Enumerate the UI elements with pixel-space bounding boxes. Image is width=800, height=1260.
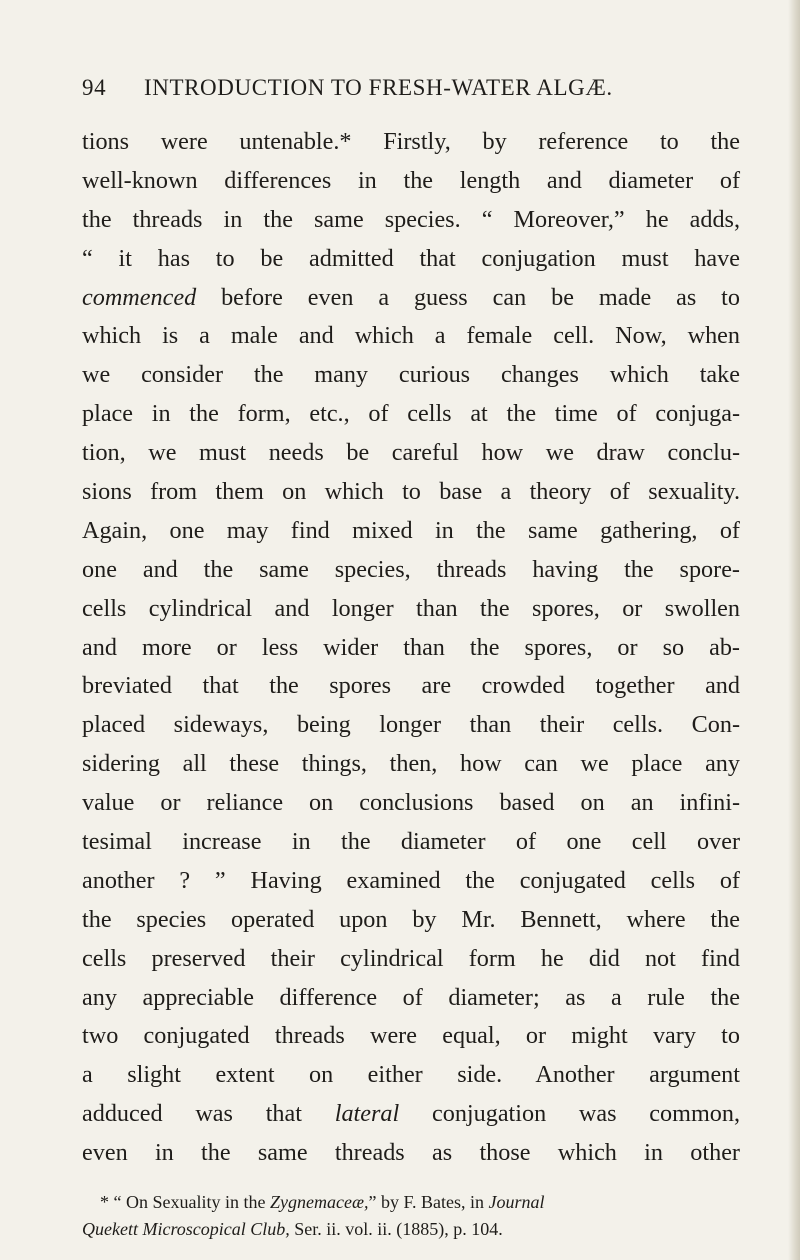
body-line [82,1056,740,1095]
footnote-line [82,1189,740,1216]
body-text: adduced was that [82,1100,335,1128]
page-number: 94 [82,75,107,100]
body-text: value or reliance on conclusions based on an infini- [82,789,740,817]
body-line [82,629,740,668]
body-text: even in the same threads as those which in other [82,1139,740,1167]
body-line [82,240,740,279]
page-edge-shadow [788,0,800,1260]
body-line [82,356,740,395]
body-line [82,123,740,162]
body-line [82,162,740,201]
body-line [82,434,740,473]
body-text: any appreciable difference of diameter; as a rule the [82,983,740,1011]
body-text: tions were untenable.* Firstly, by reference to the [82,128,740,155]
body-line [82,201,740,240]
body-text: lateral [334,1100,400,1128]
body-text: cells preserved their cylindrical form he did not find [82,944,740,972]
body-line [82,473,740,512]
body-line [82,706,740,745]
body-line [82,940,740,979]
body-line [82,1095,740,1134]
body-paragraph [82,123,740,1173]
footnote-text: Ser. ii. vol. ii. (1885), p. 104. [289,1219,503,1240]
body-line [82,512,740,551]
body-text: we consider the many curious changes which take [82,361,740,389]
body-line [82,901,740,940]
body-text: the threads in the same species. “ Moreover,” he adds, [82,205,740,233]
body-text: sidering all these things, then, how can we place any [82,750,740,778]
body-text: place in the form, etc., of cells at the time of conjuga- [82,400,740,428]
body-text: two conjugated threads were equal, or might vary to [82,1022,740,1050]
body-text: breviated that the spores are crowded together and [82,672,740,700]
body-line [82,317,740,356]
body-text: cells cylindrical and longer than the spores, or swollen [82,594,740,622]
body-line [82,979,740,1018]
footnote-text: Journal [488,1192,545,1213]
body-line [82,279,740,318]
body-text: another ? ” Having examined the conjugated cells of [82,866,740,894]
body-line [82,745,740,784]
body-line [82,862,740,901]
body-text: well-known differences in the length and diameter of [82,166,740,194]
body-line [82,590,740,629]
body-text: one and the same species, threads having the spore- [82,555,740,583]
body-text: a slight extent on either side. Another argument [82,1061,740,1089]
footnote-text: * “ On Sexuality in the [100,1192,270,1213]
body-line [82,1017,740,1056]
body-text: sions from them on which to base a theory of sexuality. [82,478,740,506]
footnote-line [82,1216,740,1243]
body-text: tesimal increase in the diameter of one cell over [82,828,740,856]
footnote-text: ” by F. Bates, in [368,1192,489,1213]
body-text: Again, one may find mixed in the same gathering, of [82,516,740,544]
footnote [82,1189,740,1243]
body-text: and more or less wider than the spores, or so ab- [82,633,740,661]
body-line [82,395,740,434]
running-title: INTRODUCTION TO FRESH-WATER ALGÆ. [144,75,613,100]
body-text: placed sideways, being longer than their cells. Con- [82,711,740,739]
body-line [82,667,740,706]
body-text: which is a male and which a female cell. Now, when [82,322,740,350]
body-text: “ it has to be admitted that conjugation must have [82,244,740,272]
body-text: conjugation was common, [399,1100,740,1128]
book-page [82,76,740,1243]
footnote-text: Zygnemaceæ, [269,1192,369,1213]
body-line [82,823,740,862]
footnote-text: Quekett Microscopical Club, [82,1219,290,1240]
body-line [82,551,740,590]
body-text: tion, we must needs be careful how we draw conclu- [82,439,740,467]
body-line [82,1134,740,1173]
body-line [82,784,740,823]
body-text: commenced [82,283,197,311]
body-text: before even a guess can be made as to [196,283,740,311]
body-text: the species operated upon by Mr. Bennett, where the [82,905,740,933]
running-head [82,76,740,99]
